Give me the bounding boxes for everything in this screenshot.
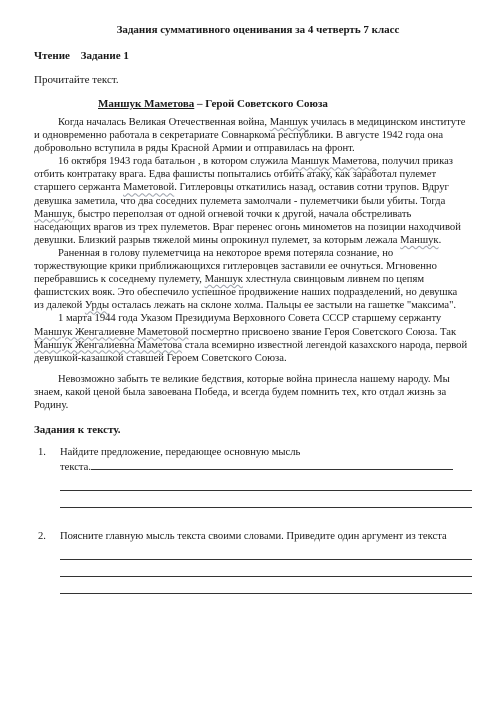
question-1-answer-lines (34, 490, 468, 508)
passage-paragraph-5: Невозможно забыть те великие бедствия, которые война принесла нашему народу. Мы знаем, какой ценой была завоевана Победа, и всегда будем помнить тех, кто отдал жизнь за Родину. (34, 373, 450, 411)
question-2 (38, 530, 468, 543)
spellcheck-word: Маншук (204, 274, 243, 286)
spellcheck-word: Урды (84, 300, 110, 312)
section-reading-label: Чтение (34, 50, 70, 62)
text-run: , получил приказ отбить контратаку врага. Едва фашисты попытались отбить атаку, как заработал пулемет старшего сержанта (34, 156, 453, 194)
question-1-number: 1. (38, 447, 46, 459)
spellcheck-word: Маншук Женгалиевне Маметовой (34, 326, 189, 338)
spellcheck-word: Маншук (400, 234, 439, 246)
answer-line[interactable] (60, 507, 472, 508)
question-1-prompt: Найдите предложение, передающее основную мысль (60, 447, 301, 459)
text-run: , быстро переползая от одной огневой точки к другой, начала обстреливать наседающих врагов из трех пулеметов. Враг перенес огонь минометов на позиции находчивой девушки. Близкий разрыв тяжелой мины опрокинул пулемет, за которым лежала (34, 208, 461, 246)
passage-paragraph-2 (34, 155, 468, 247)
section-task-label: Задание 1 (80, 50, 129, 62)
reading-instruction: Прочитайте текст. (34, 74, 119, 86)
spellcheck-word: Маншук Маметова (290, 156, 377, 168)
question-1 (38, 446, 468, 474)
text-run: Когда началась Великая Отечественная война, (58, 117, 270, 128)
text-run: . (438, 234, 442, 246)
text-run: Раненная в голову пулеметчица на некоторое время потеряла сознание, но торжествующие крики приближающихся гитлеровцев заставили ее очнуться. Мгновенно перебравшись к соседнему пулемету, (34, 247, 437, 286)
passage-paragraph-1 (34, 116, 468, 155)
text-title (98, 98, 468, 110)
text-run: 1 марта 1944 года Указом Президиума Верховного Совета СССР старшему сержанту (58, 313, 442, 325)
tasks-heading: Задания к тексту. (34, 424, 121, 437)
text-run: посмертно присвоено звание Героя Советского Союза. Так (188, 326, 457, 338)
answer-line[interactable] (60, 490, 472, 491)
passage-paragraph-3 (34, 247, 468, 312)
text-run: 16 октября 1943 года батальон , в котором служила (58, 156, 291, 168)
spellcheck-word: Маншук Женгалиевна Маметова (34, 339, 183, 351)
section-heading (34, 50, 468, 62)
text-run: хлестнула свинцовым ливнем по цепям фашистских вояк. Это обеспечило успешное продвижение наших подразделений, но девушка из далекой (34, 274, 458, 312)
answer-line-1-inline[interactable] (91, 459, 453, 470)
text-run: училась в медицинском институте и одновременно работала в секретариате Совнаркома республики. В августе 1942 года она добровольно вступила в ряды Красной Армии и отправилась на фронт. (34, 117, 466, 155)
question-2-number: 2. (38, 531, 46, 543)
passage-paragraph-4 (34, 312, 468, 364)
page-title: Задания суммативного оценивания за 4 четверть 7 класс (116, 24, 400, 36)
answer-line[interactable] (60, 593, 472, 594)
text-run: стала всемирно известной легендой казахского народа, первой девушкой-казашкой ставшей Героем Советского Союза. (34, 339, 468, 364)
spellcheck-word: Маметовой (122, 182, 175, 194)
question-2-text: Поясните главную мысль текста своими словами. Приведите один аргумент из текста (60, 531, 447, 543)
question-1-tail: текста. (60, 462, 92, 474)
text-run: осталась лежать на склоне холма. Пальцы ее застыли на гашетке "максима". (109, 300, 457, 312)
question-2-answer-lines (34, 559, 468, 594)
text-title-rest: – Герой Советского Союза (194, 98, 328, 110)
spellcheck-word: Маншук (269, 117, 309, 128)
text-run: . Гитлеровцы откатились назад, оставив сотни трупов. Вдруг девушка заметила, что два соседних пулемета замолчали - пулеметчики были убиты. Тогда (34, 182, 449, 207)
question-1-text (48, 446, 468, 474)
spellcheck-word: Маншук (34, 208, 73, 220)
answer-line[interactable] (60, 559, 472, 560)
text-title-name: Маншук Маметова (98, 98, 195, 110)
reading-passage (34, 116, 468, 412)
answer-line[interactable] (60, 576, 472, 577)
